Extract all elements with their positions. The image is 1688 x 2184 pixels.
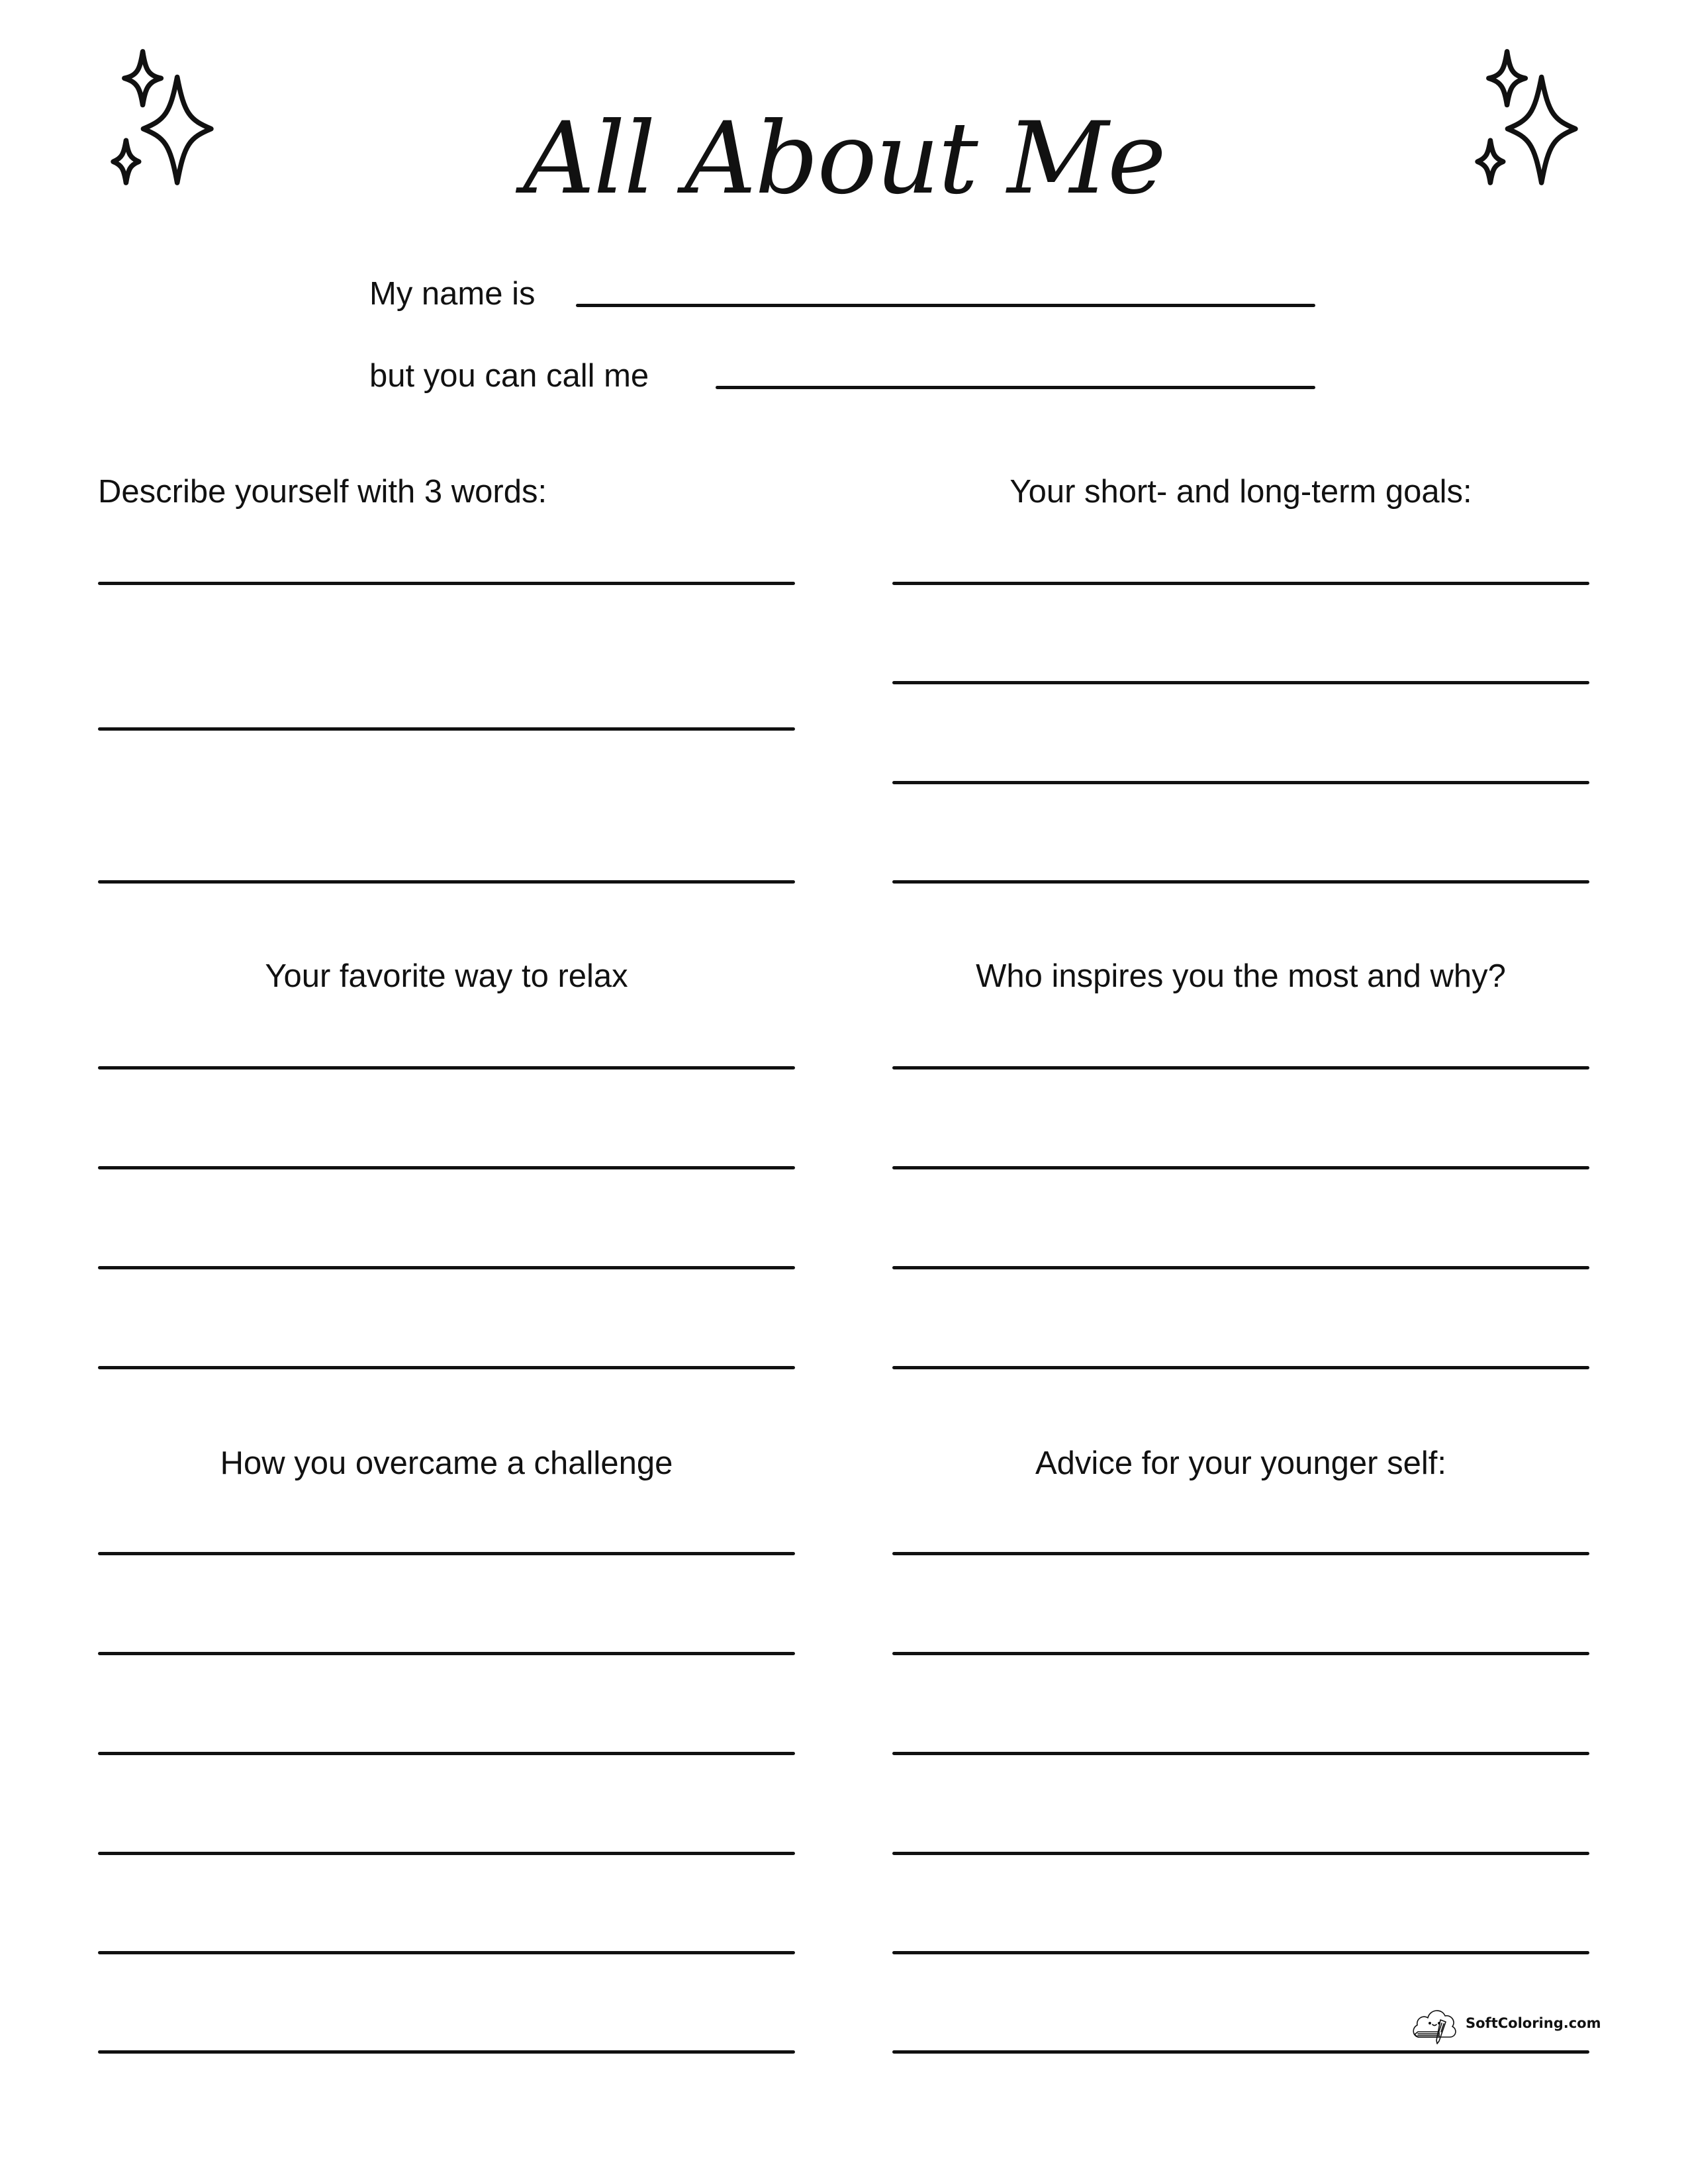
answer-line[interactable] [892,1852,1589,1855]
section-heading-goals: Your short- and long-term goals: [1009,474,1472,510]
nickname-field-line[interactable] [716,386,1315,389]
answer-line[interactable] [98,1066,795,1069]
answer-line[interactable] [892,2050,1589,2054]
answer-line[interactable] [892,1652,1589,1655]
answer-line[interactable] [892,880,1589,884]
brand-logo [1410,2001,1601,2045]
answer-line[interactable] [892,1752,1589,1755]
sparkles-icon-left [96,48,228,187]
section-heading-relax: Your favorite way to relax [265,958,628,994]
answer-line[interactable] [98,727,795,731]
cloud-pencil-icon [1410,2001,1463,2045]
sparkles-icon [96,48,228,187]
answer-line[interactable] [892,1552,1589,1555]
nickname-field-label: but you can call me [369,358,649,394]
answer-line[interactable] [892,1366,1589,1369]
sparkles-icon-right [1460,48,1593,187]
answer-line[interactable] [98,1752,795,1755]
answer-line[interactable] [98,1552,795,1555]
answer-line[interactable] [98,1951,795,1954]
brand-name: SoftColoring.com [1466,2015,1601,2031]
answer-line[interactable] [98,2050,795,2054]
answer-line[interactable] [98,1652,795,1655]
section-heading-challenge: How you overcame a challenge [220,1445,673,1481]
page-title: All About Me [523,101,1165,216]
sparkles-icon [1460,48,1593,187]
answer-line[interactable] [892,1266,1589,1269]
answer-line[interactable] [98,1266,795,1269]
answer-line[interactable] [892,582,1589,585]
answer-line[interactable] [98,582,795,585]
section-heading-inspires: Who inspires you the most and why? [976,958,1506,994]
answer-line[interactable] [98,1852,795,1855]
answer-line[interactable] [98,1366,795,1369]
answer-line[interactable] [892,1951,1589,1954]
answer-line[interactable] [98,880,795,884]
answer-line[interactable] [892,681,1589,684]
answer-line[interactable] [892,781,1589,784]
answer-line[interactable] [98,1166,795,1169]
answer-line[interactable] [892,1066,1589,1069]
name-field-label: My name is [369,276,536,312]
answer-line[interactable] [892,1166,1589,1169]
section-heading-describe-yourself: Describe yourself with 3 words: [98,474,547,510]
name-field-line[interactable] [576,304,1315,307]
section-heading-advice: Advice for your younger self: [1035,1445,1446,1481]
